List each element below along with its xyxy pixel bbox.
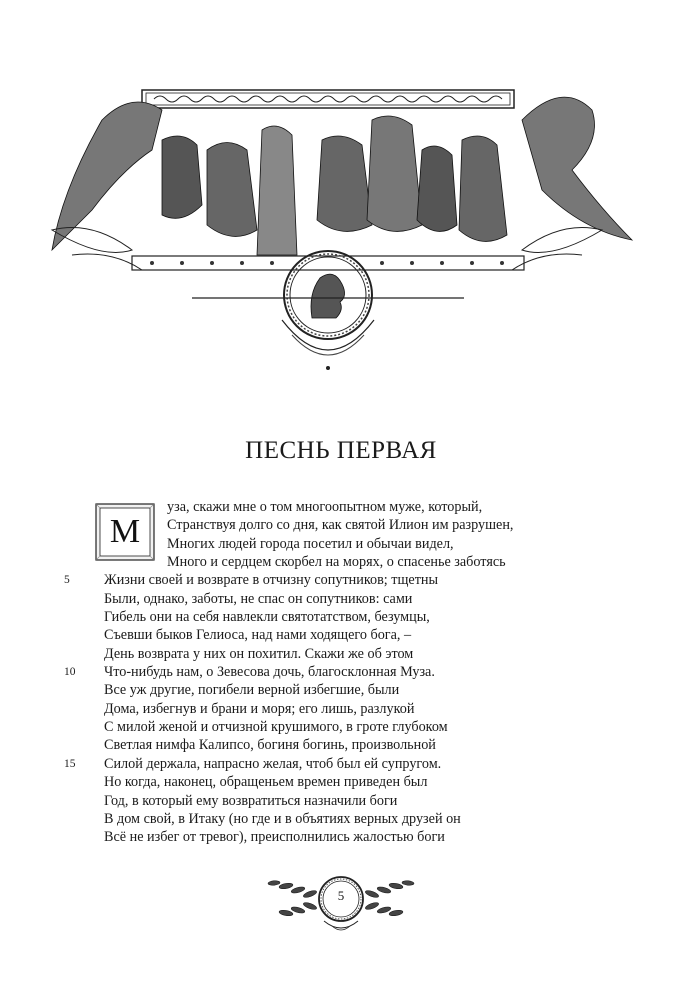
line-text: Силой держала, напрасно желая, чтоб был ей супругом. bbox=[104, 755, 442, 772]
poem-line bbox=[104, 535, 564, 553]
poem-line bbox=[64, 755, 564, 773]
line-text: День возврата у них он похитил. Скажи же об этом bbox=[104, 645, 414, 662]
poem-line bbox=[104, 681, 564, 699]
poem-line bbox=[104, 792, 564, 810]
headpiece-engraving-icon bbox=[22, 80, 634, 375]
poem-line bbox=[64, 663, 564, 681]
line-number: 15 bbox=[64, 757, 76, 770]
poem-text bbox=[64, 498, 564, 847]
line-text: Что-нибудь нам, о Зевесова дочь, благосклонная Муза. bbox=[104, 664, 435, 681]
poem-line bbox=[64, 571, 564, 589]
page-title: ПЕСНЬ ПЕРВАЯ bbox=[245, 437, 437, 464]
page-number: 5 bbox=[337, 888, 345, 903]
line-text: Год, в который ему возвратиться назначили боги bbox=[104, 792, 398, 809]
poem-line bbox=[104, 516, 564, 534]
poem-line bbox=[104, 828, 564, 846]
poem-line bbox=[104, 626, 564, 644]
poem-line bbox=[104, 645, 564, 663]
poem-line bbox=[104, 773, 564, 791]
line-text: Съевши быков Гелиоса, над нами ходящего бога, – bbox=[104, 627, 412, 644]
line-number: 5 bbox=[64, 574, 70, 587]
poem-line bbox=[104, 590, 564, 608]
line-text: В дом свой, в Итаку (но где и в объятиях верных друзей он bbox=[104, 810, 461, 827]
line-text: С милой женой и отчизной крушимого, в гроте глубоком bbox=[104, 719, 448, 736]
line-text: Жизни своей и возврате в отчизну сопутников; тщетны bbox=[104, 572, 439, 589]
poem-line bbox=[104, 810, 564, 828]
line-text: Многих людей города посетил и обычаи видел, bbox=[167, 535, 454, 552]
poem-line bbox=[104, 700, 564, 718]
line-text: Гибель они на себя навлекли святотатством, безумцы, bbox=[104, 609, 430, 626]
line-text: Все уж другие, погибели верной избегшие, были bbox=[104, 682, 400, 699]
poem-line bbox=[104, 718, 564, 736]
line-text: Всё не избег от тревог), преисполнились жалостью боги bbox=[104, 829, 445, 846]
line-text: уза, скажи мне о том многоопытном муже, который, bbox=[167, 499, 483, 515]
line-text: Светлая нимфа Калипсо, богиня богинь, произвольной bbox=[104, 737, 436, 754]
poem-line bbox=[104, 736, 564, 754]
poem-line bbox=[104, 608, 564, 626]
poem-line bbox=[104, 498, 564, 516]
line-text: Странствуя долго со дня, как святой Илион им разрушен, bbox=[167, 517, 514, 534]
line-text: Были, однако, заботы, не спас он сопутников: сами bbox=[104, 590, 413, 607]
line-text: Но когда, наконец, обращеньем времен приведен был bbox=[104, 774, 428, 791]
dropcap-letter: М bbox=[109, 513, 141, 550]
line-text: Много и сердцем скорбел на морях, о спасенье заботясь bbox=[167, 554, 506, 571]
line-number: 10 bbox=[64, 666, 76, 679]
line-text: Дома, избегнув и брани и моря; его лишь, разлукой bbox=[104, 700, 415, 717]
poem-line bbox=[104, 553, 564, 571]
